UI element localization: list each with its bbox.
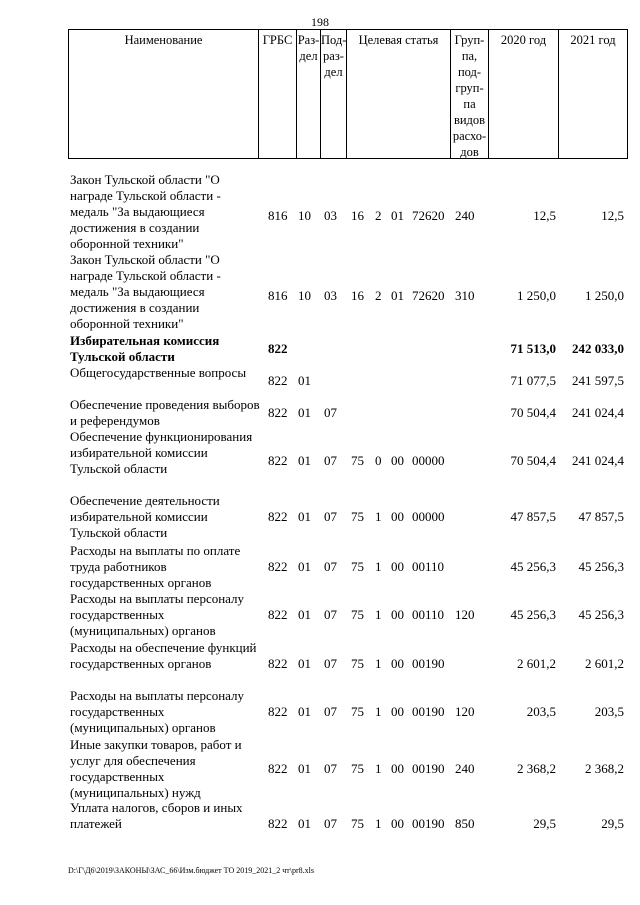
cell-y2021: 45 256,3	[578, 607, 624, 622]
cell-podrazdel: 07	[324, 761, 337, 776]
cell-vid: 850	[455, 816, 475, 831]
cell-cs4: 00190	[412, 656, 445, 671]
cell-razdel: 01	[298, 607, 311, 622]
cell-y2020: 70 504,4	[510, 453, 556, 468]
cell-razdel: 10	[298, 288, 311, 303]
header-name: Наименование	[69, 30, 259, 158]
row-name: Расходы на выплаты по оплате труда работников государственных органов	[70, 543, 241, 590]
cell-grbs: 822	[268, 761, 288, 776]
page-number: 198	[311, 15, 329, 29]
cell-grbs: 822	[268, 816, 288, 831]
cell-grbs: 816	[268, 288, 288, 303]
cell-cs4: 00110	[412, 559, 445, 574]
cell-podrazdel: 07	[324, 656, 337, 671]
cell-razdel: 01	[298, 509, 311, 524]
cell-grbs: 822	[268, 559, 288, 574]
cell-razdel: 01	[298, 761, 311, 776]
cell-cs2: 2	[375, 208, 382, 223]
cell-cs3: 01	[391, 288, 404, 303]
cell-y2021: 203,5	[594, 704, 624, 719]
cell-cs3: 00	[391, 816, 404, 831]
cell-y2020: 1 250,0	[517, 288, 556, 303]
row-name: Уплата налогов, сборов и иных платежей	[70, 800, 243, 831]
cell-grbs: 822	[268, 656, 288, 671]
cell-cs2: 1	[375, 816, 382, 831]
cell-cs1: 16	[351, 208, 364, 223]
cell-podrazdel: 03	[324, 208, 337, 223]
cell-podrazdel: 07	[324, 704, 337, 719]
cell-y2020: 203,5	[526, 704, 556, 719]
cell-vid: 310	[455, 288, 475, 303]
cell-grbs: 822	[268, 509, 288, 524]
cell-cs3: 00	[391, 509, 404, 524]
cell-cs3: 01	[391, 208, 404, 223]
cell-razdel: 01	[298, 704, 311, 719]
header-2020: 2020 год	[489, 30, 559, 158]
cell-grbs: 822	[268, 405, 288, 420]
cell-razdel: 01	[298, 453, 311, 468]
header-podrazdel: Под- раз- дел	[321, 30, 347, 158]
cell-cs1: 75	[351, 453, 364, 468]
cell-cs2: 1	[375, 509, 382, 524]
cell-vid: 240	[455, 761, 475, 776]
cell-y2021: 241 024,4	[572, 405, 624, 420]
cell-cs2: 1	[375, 761, 382, 776]
cell-y2021: 2 601,2	[585, 656, 624, 671]
cell-cs2: 2	[375, 288, 382, 303]
cell-y2021: 241 024,4	[572, 453, 624, 468]
cell-cs2: 1	[375, 656, 382, 671]
cell-cs2: 0	[375, 453, 382, 468]
cell-cs1: 75	[351, 816, 364, 831]
row-name: Общегосударственные вопросы	[70, 365, 247, 380]
cell-podrazdel: 03	[324, 288, 337, 303]
cell-cs3: 00	[391, 453, 404, 468]
header-celevaya: Целевая статья	[347, 30, 451, 158]
cell-razdel: 01	[298, 656, 311, 671]
cell-y2021: 12,5	[601, 208, 624, 223]
row-name: Расходы на обеспечение функций государственных органов	[70, 640, 257, 671]
cell-cs4: 72620	[412, 208, 445, 223]
cell-y2020: 71 077,5	[510, 373, 556, 388]
cell-vid: 120	[455, 607, 475, 622]
cell-y2020: 47 857,5	[510, 509, 556, 524]
cell-y2021: 29,5	[601, 816, 624, 831]
cell-cs3: 00	[391, 704, 404, 719]
cell-y2020: 70 504,4	[510, 405, 556, 420]
header-razdel: Раз- дел	[297, 30, 321, 158]
cell-cs3: 00	[391, 656, 404, 671]
header-2021: 2021 год	[570, 33, 616, 47]
cell-podrazdel: 07	[324, 559, 337, 574]
cell-podrazdel: 07	[324, 607, 337, 622]
cell-y2020: 45 256,3	[510, 559, 556, 574]
cell-podrazdel: 07	[324, 816, 337, 831]
cell-cs1: 75	[351, 704, 364, 719]
cell-vid: 120	[455, 704, 475, 719]
cell-cs1: 16	[351, 288, 364, 303]
row-name: Обеспечение функционирования избирательной комиссии Тульской области	[70, 429, 253, 476]
cell-y2020: 2 601,2	[517, 656, 556, 671]
cell-cs4: 72620	[412, 288, 445, 303]
cell-razdel: 01	[298, 405, 311, 420]
cell-cs3: 00	[391, 559, 404, 574]
cell-grbs: 822	[268, 704, 288, 719]
header-grbs: ГРБС	[259, 30, 297, 158]
cell-y2020: 12,5	[533, 208, 556, 223]
cell-cs4: 00000	[412, 509, 445, 524]
cell-cs1: 75	[351, 761, 364, 776]
cell-grbs: 822	[268, 453, 288, 468]
cell-razdel: 10	[298, 208, 311, 223]
row-name: Закон Тульской области "О награде Тульской области - медаль "За выдающиеся достижения в создании оборонной техники"	[70, 172, 221, 251]
row-name: Расходы на выплаты персоналу государственных (муниципальных) органов	[70, 591, 245, 638]
header-gruppa: Груп- па, под- груп- па видов расхо- дов	[451, 30, 489, 158]
cell-y2021: 242 033,0	[572, 341, 624, 356]
cell-grbs: 822	[268, 341, 288, 356]
cell-cs2: 1	[375, 704, 382, 719]
cell-cs1: 75	[351, 509, 364, 524]
file-path-footer: D:\Г\Д6\2019\ЗАКОНЫ\ЗАС_66\Изм.бюджет ТО 2019_2021_2 чт\pr8.xls	[68, 866, 314, 875]
cell-cs1: 75	[351, 607, 364, 622]
cell-grbs: 822	[268, 373, 288, 388]
cell-podrazdel: 07	[324, 405, 337, 420]
cell-y2021: 47 857,5	[578, 509, 624, 524]
cell-cs4: 00000	[412, 453, 445, 468]
cell-cs4: 00190	[412, 816, 445, 831]
cell-cs4: 00110	[412, 607, 445, 622]
cell-razdel: 01	[298, 559, 311, 574]
cell-razdel: 01	[298, 373, 311, 388]
cell-cs3: 00	[391, 761, 404, 776]
cell-y2020: 29,5	[533, 816, 556, 831]
row-name: Расходы на выплаты персоналу государственных (муниципальных) органов	[70, 688, 245, 735]
cell-grbs: 822	[268, 607, 288, 622]
cell-y2021: 45 256,3	[578, 559, 624, 574]
row-name: Закон Тульской области "О награде Тульской области - медаль "За выдающиеся достижения в создании оборонной техники"	[70, 252, 221, 331]
cell-y2020: 71 513,0	[510, 341, 556, 356]
cell-cs1: 75	[351, 559, 364, 574]
cell-cs2: 1	[375, 607, 382, 622]
cell-cs4: 00190	[412, 704, 445, 719]
cell-cs3: 00	[391, 607, 404, 622]
cell-razdel: 01	[298, 816, 311, 831]
cell-cs1: 75	[351, 656, 364, 671]
cell-y2021: 2 368,2	[585, 761, 624, 776]
cell-y2021: 1 250,0	[585, 288, 624, 303]
cell-y2020: 2 368,2	[517, 761, 556, 776]
cell-vid: 240	[455, 208, 475, 223]
cell-podrazdel: 07	[324, 509, 337, 524]
row-name: Иные закупки товаров, работ и услуг для обеспечения государственных (муниципальных) нужд	[70, 737, 242, 800]
cell-y2020: 45 256,3	[510, 607, 556, 622]
cell-cs2: 1	[375, 559, 382, 574]
cell-podrazdel: 07	[324, 453, 337, 468]
table-header	[68, 29, 628, 159]
cell-grbs: 816	[268, 208, 288, 223]
cell-cs4: 00190	[412, 761, 445, 776]
cell-y2021: 241 597,5	[572, 373, 624, 388]
row-name: Обеспечение деятельности избирательной комиссии Тульской области	[70, 493, 220, 540]
row-name: Избирательная комиссия Тульской области	[70, 333, 220, 364]
row-name: Обеспечение проведения выборов и референдумов	[70, 397, 260, 428]
